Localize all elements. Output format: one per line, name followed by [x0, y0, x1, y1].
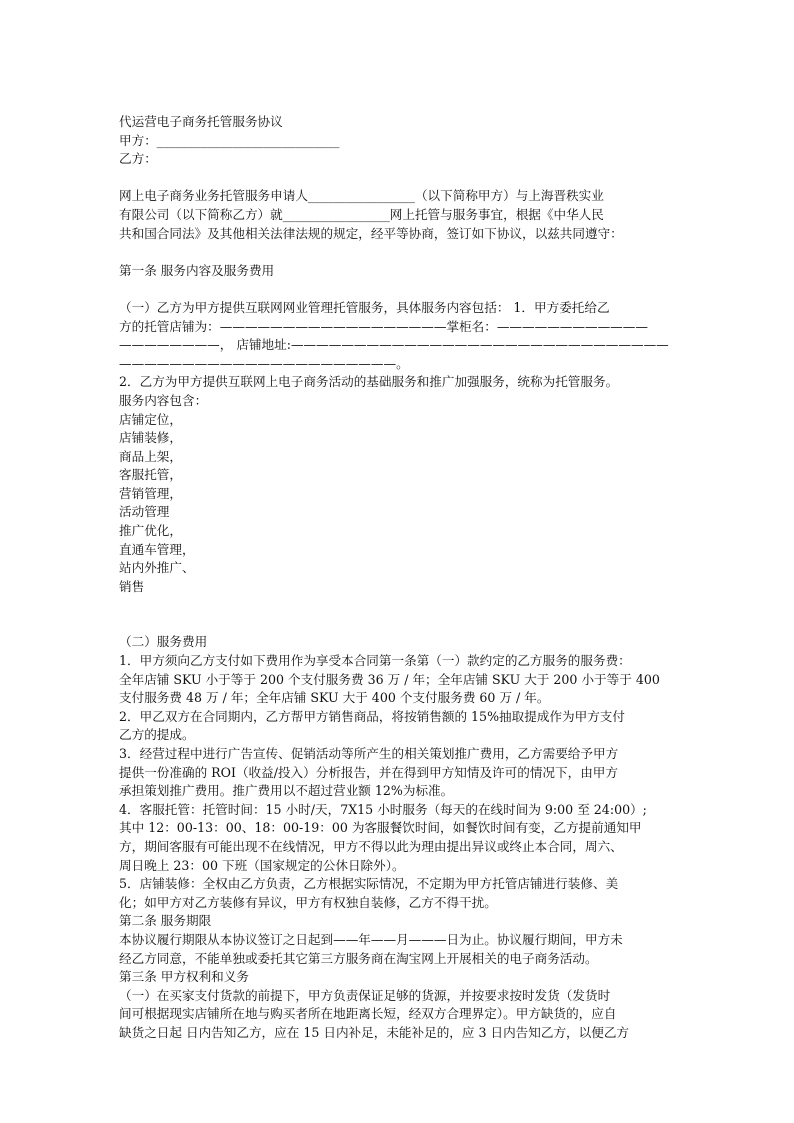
fee-line: 化；如甲方对乙方装修有异议，甲方有权独自装修，乙方不得干扰。	[119, 894, 497, 910]
contract-document	[119, 113, 677, 1043]
fee-line: 5．店铺装修：全权由乙方负责，乙方根据实际情况，不定期为甲方托管店铺进行装修、美	[119, 876, 619, 892]
section-1-line: ——————————————————————。	[119, 355, 409, 371]
section-2-intro: 服务内容包含：	[119, 392, 208, 408]
article-2-title: 第二条 服务期限	[119, 913, 212, 929]
fee-line: 1．甲方须向乙方支付如下费用作为享受本合同第一条第（一）款约定的乙方服务的服务费：	[119, 653, 631, 669]
fee-line: 支付服务费 48 万 / 年；全年店铺 SKU 大于 400 个支付服务费 60 万 / 年。	[119, 690, 550, 706]
service-item: 营销管理，	[119, 485, 182, 501]
service-item: 店铺装修，	[119, 430, 182, 446]
fee-line: 周日晚上 23：00 下班（国家规定的公休日除外）。	[119, 857, 405, 873]
section-1-line: （一）乙方为甲方提供互联网网业管理托管服务，具体服务内容包括： 1．甲方委托给乙	[119, 299, 610, 315]
fee-line: 方，期间客服有可能出现不在线情况，甲方不得以此为理由提出异议或终止本合同，周六、	[119, 838, 623, 854]
service-item: 推广优化，	[119, 523, 182, 539]
intro-line: 网上电子商务业务托管服务申请人_________________（以下简称甲方）与上海晋秩实业	[119, 188, 604, 204]
fee-line: 4．客服托管：托管时间：15 小时/天，7X15 小时服务（每天的在线时间为 9:00 至 24:00）;	[119, 801, 647, 817]
service-item: 商品上架，	[119, 448, 182, 464]
fee-line: 其中 12：00-13：00、18：00-19：00 为客服餐饮时间，如餐饮时间有变，乙方提前通知甲	[119, 820, 642, 836]
service-item: 客服托管，	[119, 467, 182, 483]
article-2-line: 经乙方同意，不能单独或委托其它第三方服务商在淘宝网上开展相关的电子商务活动。	[119, 950, 598, 966]
article-3-line: 缺货之日起 日内告知乙方，应在 15 日内补足，未能补足的，应 3 日内告知乙方，以便乙方	[119, 1024, 630, 1040]
service-item: 活动管理	[119, 504, 170, 520]
section-2-intro: 2．乙方为甲方提供互联网上电子商务活动的基础服务和推广加强服务，统称为托管服务。	[119, 374, 619, 390]
doc-title: 代运营电子商务托管服务协议	[119, 114, 283, 129]
fee-line: 全年店铺 SKU 小于等于 200 个支付服务费 36 万 / 年；全年店铺 SKU 大于 200 小于等于 400	[119, 671, 660, 687]
fee-line: 乙方的提成。	[119, 727, 195, 743]
party-b-line: 乙方：	[119, 151, 157, 167]
article-2-line: 本协议履行期限从本协议签订之日起到——年——月———日为止。协议履行期间，甲方未	[119, 931, 623, 947]
fee-line: 3．经营过程中进行广告宣传、促销活动等所产生的相关策划推广费用，乙方需要给予甲方	[119, 746, 619, 761]
fee-line: 2．甲乙双方在合同期内，乙方帮甲方销售商品，将按销售额的 15%抽取提成作为甲方支付	[119, 708, 625, 724]
service-item: 店铺定位，	[119, 411, 182, 427]
intro-line: 共和国合同法》及其他相关法律法规的规定，经平等协商，签订如下协议，以兹共同遵守：	[119, 225, 623, 241]
article-3-title: 第三条 甲方权利和义务	[119, 969, 249, 985]
intro-line: 有限公司（以下简称乙方）就_________________网上托管与服务事宜，根据《中华人民	[119, 206, 604, 222]
party-a-line: 甲方：_____________________________	[119, 132, 340, 148]
service-item: 直通车管理，	[119, 541, 195, 557]
fee-line: 提供一份准确的 ROI（收益/投入）分析报告，并在得到甲方知情及许可的情况下，由甲方	[119, 764, 618, 780]
article-3-line: （一）在买家支付货款的前提下，甲方负责保证足够的货源，并按要求按时发货（发货时	[119, 987, 611, 1003]
section-1-line: ————————， 店铺地址:——————————————————————————————	[119, 337, 669, 353]
fee-line: 承担策划推广费用。推广费用以不超过营业额 12%为标准。	[119, 783, 454, 799]
service-item: 销售	[119, 578, 145, 594]
service-item: 站内外推广、	[119, 560, 195, 576]
article-3-line: 间可根据现实店铺所在地与购买者所在地距离长短，经双方合理界定）。甲方缺货的，应自	[119, 1006, 617, 1022]
section-1-line: 方的托管店铺为：——————————————————掌柜名：————————————	[119, 318, 648, 334]
fee-title: （二）服务费用	[119, 634, 208, 650]
article-1-title: 第一条 服务内容及服务费用	[119, 262, 275, 278]
